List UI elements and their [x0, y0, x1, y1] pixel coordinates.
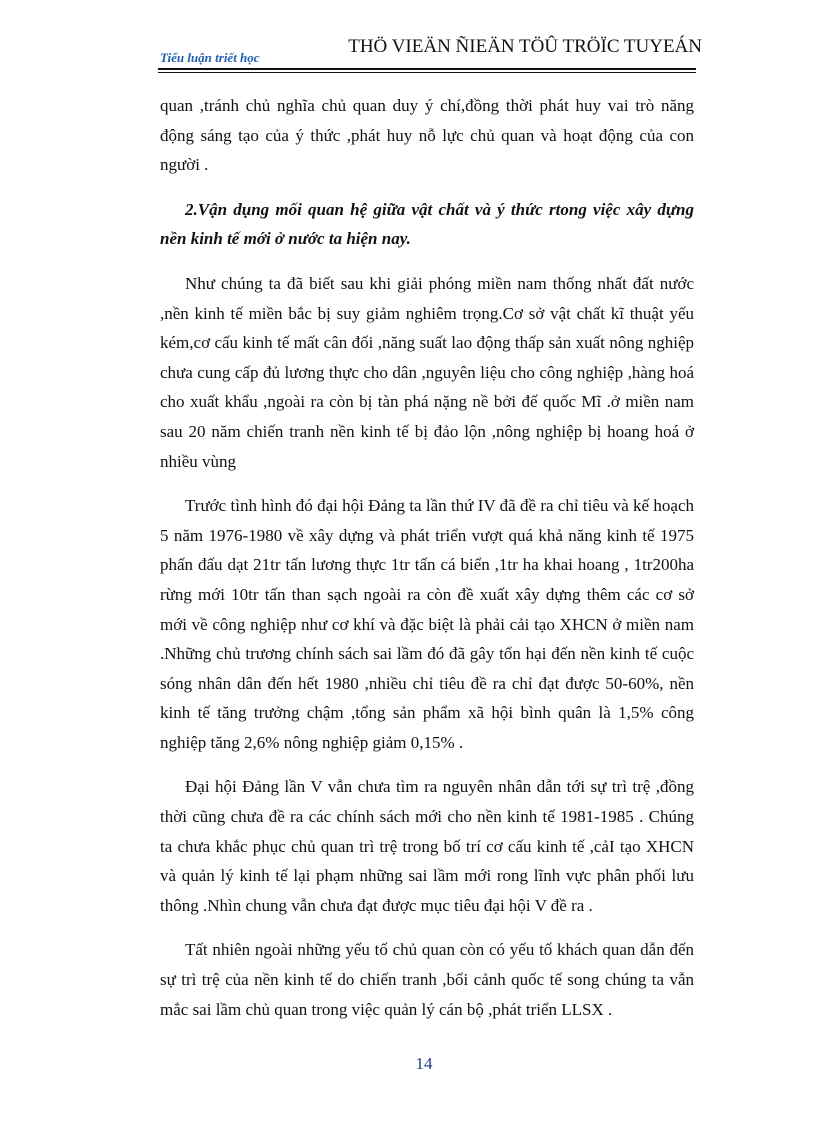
header-left-title: Tiểu luận triết học [160, 50, 260, 65]
page-number: 14 [415, 1054, 433, 1073]
paragraph: Đại hội Đảng lần V vẫn chưa tìm ra nguyên nhân dẫn tới sự trì trệ ,đồng thời cũng chưa đề ra các chính sách mới cho nền kinh tế 1981-1985 . Chúng ta chưa khắc phục chủ quan trì trệ trong bố trí cơ cấu kinh tế ,cảI tạo XHCN và quản lý kinh tế lại phạm những sai lầm mới rong lĩnh vực phân phối lưu thông .Nhìn chung vẫn chưa đạt được mục tiêu đại hội V đề ra . [160, 777, 694, 915]
header-right-title: THÖ VIEÄN ÑIEÄN TÖÛ TRÖÏC TUYEÁN [348, 36, 702, 57]
paragraph-continuation: quan ,tránh chủ nghĩa chủ quan duy ý chí,đồng thời phát huy vai trò năng động sáng tạo của ý thức ,phát huy nỗ lực chủ quan và hoạt động của con người . [160, 96, 694, 175]
paragraph: Trước tình hình đó đại hội Đảng ta lần thứ IV đã đề ra chỉ tiêu và kế hoạch 5 năm 1976-1980 về xây dựng và phát triển vượt quá khả năng kinh tế 1975 phấn đấu dạt 21tr tấn lương thực 1tr tấn cá biển ,1tr ha khai hoang , 1tr200ha rừng mới 10tr tấn than sạch ngoài ra còn đề xuất xây dựng thêm các cơ sở mới về công nghiệp như cơ khí và đặc biệt là phải cải tạo XHCN ở miền nam .Những chủ trương chính sách sai lầm đó đã gây tổn hại đến nền kinh tế cuộc sóng nhân dân đến hết 1980 ,nhiều chỉ tiêu đề ra chỉ đạt được 50-60%, nền kinh tế tăng trưởng chậm ,tổng sản phẩm xã hội bình quân là 1,5% công nghiệp tăng 2,6% nông nghiệp giảm 0,15% . [160, 496, 694, 752]
header-rule-thick [158, 68, 696, 70]
document-body [160, 91, 694, 1039]
paragraph: Tất nhiên ngoài những yếu tố chủ quan còn có yếu tố khách quan dẫn đến sự trì trệ của nền kinh tế do chiến tranh ,bối cảnh quốc tế song chúng ta vẫn mắc sai lầm chủ quan trong việc quản lý cán bộ ,phát triển LLSX . [160, 940, 694, 1019]
page-header [158, 30, 702, 70]
paragraph: Như chúng ta đã biết sau khi giải phóng miền nam thống nhất đất nước ,nền kinh tế miền bắc bị suy giảm nghiêm trọng.Cơ sở vật chất kĩ thuật yếu kém,cơ cấu kinh tế mất cân đối ,năng suất lao động thấp sản xuất nông nghiệp chưa cung cấp đủ lương thực cho dân ,nguyên liệu cho công nghiệp ,hàng hoá cho xuất khẩu ,ngoài ra còn bị tàn phá nặng nề bởi đế quốc Mĩ .ở miền nam sau 20 năm chiến tranh nền kinh tế bị đảo lộn ,nông nghiệp bị hoang hoá ở nhiều vùng [160, 273, 694, 471]
header-rule-thin [158, 72, 696, 73]
section-heading: 2.Vận dụng mối quan hệ giữa vật chất và ý thức rtong việc xây dựng nền kinh tế mới ở nước ta hiện nay. [160, 199, 694, 249]
